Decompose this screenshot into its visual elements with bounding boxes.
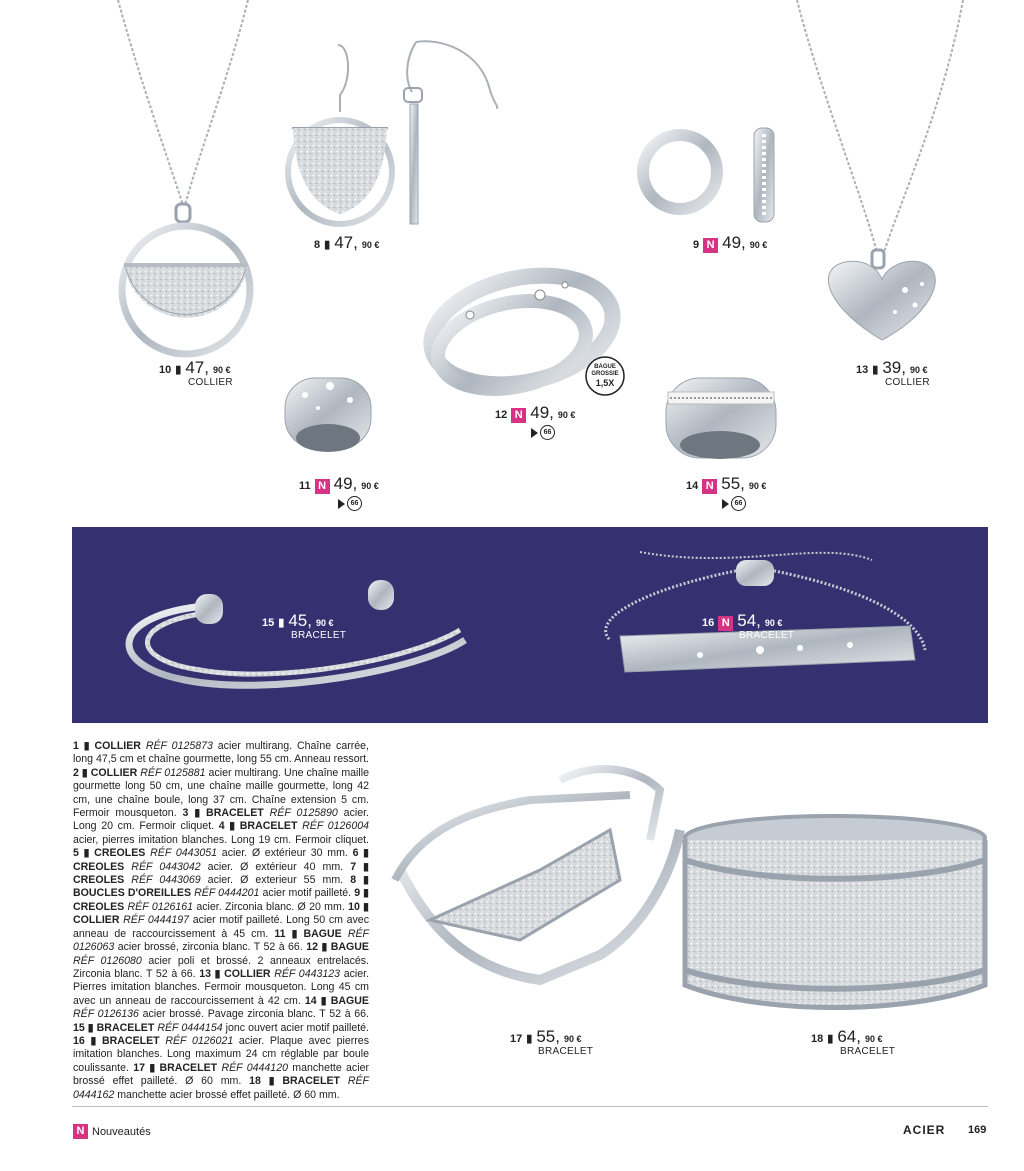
desc-heading: 9 ▮ CREOLES xyxy=(73,887,370,913)
desc-reference: RÉF 0126004 xyxy=(302,820,370,833)
product-number: 17 xyxy=(510,1033,523,1045)
price-tag-14 xyxy=(686,474,766,494)
price-integer: 54, xyxy=(737,611,761,630)
desc-reference: RÉF 0444201 xyxy=(194,887,260,900)
desc-reference: RÉF 0125873 xyxy=(145,740,213,752)
desc-reference: RÉF 0443123 xyxy=(274,967,341,980)
product-label-13: COLLIER xyxy=(885,377,930,388)
desc-heading: 17 ▮ BRACELET xyxy=(133,1061,222,1074)
footer-divider xyxy=(72,1106,988,1107)
price-decimal: 90 € xyxy=(563,1034,582,1044)
price-tag-10 xyxy=(159,358,230,378)
desc-reference: RÉF 0443051 xyxy=(150,847,218,860)
price-tag-18 xyxy=(811,1027,882,1047)
legend-text: Nouveautés xyxy=(92,1125,151,1138)
page-ref-number: 66 xyxy=(347,496,362,511)
desc-text: manchette acier brossé effet pailleté. Ø 60 mm. xyxy=(114,1088,340,1101)
desc-heading: 10 ▮ COLLIER xyxy=(73,900,369,927)
desc-heading: 2 ▮ COLLIER xyxy=(73,766,141,779)
desc-heading: 18 ▮ BRACELET xyxy=(249,1075,348,1088)
desc-heading: 4 ▮ BRACELET xyxy=(218,820,303,833)
desc-heading: 14 ▮ BAGUE xyxy=(304,994,369,1007)
price-decimal: 90 € xyxy=(764,618,783,628)
price-decimal: 90 € xyxy=(749,240,768,250)
page-number: 169 xyxy=(968,1124,987,1136)
price-decimal: 90 € xyxy=(557,410,576,420)
desc-heading: 6 ▮ CREOLES xyxy=(73,847,370,873)
new-badge: N xyxy=(315,479,330,494)
page-ref-number: 66 xyxy=(540,425,555,440)
play-arrow-icon xyxy=(722,499,729,509)
price-decimal: 90 € xyxy=(909,365,928,375)
price-decimal: 90 € xyxy=(864,1034,883,1044)
separator-bar: ▮ xyxy=(175,364,182,376)
section-title: ACIER xyxy=(903,1123,946,1137)
product-number: 18 xyxy=(811,1033,824,1045)
page-ref-14[interactable] xyxy=(722,496,746,511)
product-number: 10 xyxy=(159,364,172,376)
new-badge: N xyxy=(511,408,526,423)
desc-text: jonc ouvert acier motif pailleté. xyxy=(222,1021,370,1034)
desc-reference: RÉF 0444197 xyxy=(123,914,190,927)
product-number: 15 xyxy=(262,617,275,629)
product-number: 9 xyxy=(693,239,700,251)
desc-text: acier motif pailleté. xyxy=(259,887,355,900)
desc-reference: RÉF 0444154 xyxy=(157,1021,223,1034)
price-tag-12 xyxy=(495,403,575,423)
earrings-8-image xyxy=(266,41,497,226)
product-label-16: BRACELET xyxy=(739,630,795,641)
price-decimal: 90 € xyxy=(361,481,379,491)
product-number: 11 xyxy=(299,480,311,492)
separator-bar: ▮ xyxy=(827,1033,834,1045)
desc-text: acier brossé. Pavage zirconia blanc. T 52 à 66. xyxy=(138,1008,370,1021)
desc-text: acier, pierres imitation blanches. Long 19 cm. Fermoir cliquet. xyxy=(73,833,369,846)
desc-heading: 8 ▮ BOUCLES D'OREILLES xyxy=(73,874,369,900)
price-integer: 47, xyxy=(185,358,209,377)
cuff-18-image xyxy=(685,816,985,1008)
desc-heading: 12 ▮ BAGUE xyxy=(306,941,369,954)
play-arrow-icon xyxy=(531,428,538,438)
desc-heading: 13 ▮ COLLIER xyxy=(199,967,275,980)
price-integer: 55, xyxy=(536,1027,560,1046)
price-decimal: 90 € xyxy=(315,618,334,628)
price-tag-8 xyxy=(314,233,379,253)
separator-bar: ▮ xyxy=(324,239,331,251)
desc-text: acier. Pierres imitation blanches. Fermoir mousqueton. Long 45 cm avec un anneau de raccourcissement à 42 cm. xyxy=(73,967,370,1007)
desc-reference: RÉF 0444162 xyxy=(73,1075,369,1101)
price-integer: 64, xyxy=(837,1027,861,1046)
price-decimal: 90 € xyxy=(212,365,231,375)
product-descriptions xyxy=(73,740,369,1102)
page-ref-11[interactable] xyxy=(338,496,362,511)
price-tag-9 xyxy=(693,233,767,253)
ring-14-image xyxy=(666,378,776,459)
desc-text: manchette acier brossé effet pailleté. Ø 60 mm. xyxy=(73,1061,370,1088)
desc-text: acier motif pailleté. Long 50 cm avec anneau de raccourcissement à 45 cm. xyxy=(73,914,369,940)
necklace-10-image xyxy=(118,0,250,354)
new-badge: N xyxy=(703,238,718,253)
separator-bar: ▮ xyxy=(872,364,879,376)
desc-heading: 11 ▮ BAGUE xyxy=(274,927,348,940)
price-integer: 47, xyxy=(334,233,358,252)
desc-reference: RÉF 0444120 xyxy=(221,1061,288,1074)
price-decimal: 90 € xyxy=(748,481,767,491)
bague-grossie-line2: GROSSIE xyxy=(591,371,619,377)
desc-reference: RÉF 0443042 xyxy=(131,860,201,873)
price-integer: 39, xyxy=(882,358,906,377)
desc-heading: 16 ▮ BRACELET xyxy=(73,1034,166,1047)
desc-text: acier. Zirconia blanc. Ø 20 mm. xyxy=(193,900,349,913)
price-tag-13 xyxy=(856,358,927,378)
product-label-17: BRACELET xyxy=(538,1046,594,1057)
desc-reference: RÉF 0125881 xyxy=(140,766,206,779)
desc-heading: 1 ▮ COLLIER xyxy=(73,740,146,752)
separator-bar: ▮ xyxy=(278,617,285,629)
price-integer: 45, xyxy=(288,611,312,630)
desc-text: acier multirang. Chaîne carrée, long 47,5 cm et chaîne gourmette, long 55 cm. Anneau ressort. xyxy=(73,740,369,766)
new-badge: N xyxy=(73,1124,88,1139)
price-tag-17 xyxy=(510,1027,581,1047)
page-ref-number: 66 xyxy=(731,496,746,511)
desc-text: acier. Plaque avec pierres imitation blanches. Long maximum 24 cm réglable par boule coulissante. xyxy=(73,1034,369,1074)
product-number: 16 xyxy=(702,617,715,629)
product-number: 12 xyxy=(495,409,508,421)
play-arrow-icon xyxy=(338,499,345,509)
desc-reference: RÉF 0126063 xyxy=(73,927,369,954)
desc-reference: RÉF 0126136 xyxy=(73,1008,139,1021)
desc-text: acier brossé, zirconia blanc. T 52 à 66. xyxy=(114,941,307,954)
price-integer: 55, xyxy=(721,474,745,493)
bague-grossie-line3: 1,5X xyxy=(595,378,615,388)
footer-legend xyxy=(73,1124,151,1139)
ring-11-image xyxy=(285,378,371,452)
separator-bar: ▮ xyxy=(526,1033,533,1045)
product-label-15: BRACELET xyxy=(291,630,347,641)
desc-text: acier. Ø exterieur 55 mm. xyxy=(200,874,351,887)
hoops-9-image xyxy=(643,128,774,222)
desc-text: acier poli et brossé. 2 anneaux entrelacés. Zirconia blanc. T 52 à 66. xyxy=(73,954,369,980)
price-tag-15 xyxy=(262,611,333,631)
product-label-18: BRACELET xyxy=(840,1046,896,1057)
price-integer: 49, xyxy=(333,474,358,493)
new-badge: N xyxy=(702,479,717,494)
page-ref-12[interactable] xyxy=(531,425,555,440)
desc-reference: RÉF 0125890 xyxy=(269,807,338,820)
product-number: 13 xyxy=(856,364,869,376)
necklace-13-image xyxy=(797,0,963,340)
desc-heading: 5 ▮ CREOLES xyxy=(73,847,151,860)
desc-reference: RÉF 0126080 xyxy=(73,954,142,967)
product-number: 8 xyxy=(314,239,321,251)
bague-grossie-text xyxy=(586,364,624,388)
price-integer: 49, xyxy=(530,403,554,422)
price-decimal: 90 € xyxy=(361,240,380,250)
price-integer: 49, xyxy=(722,233,746,252)
desc-text: acier. Ø extérieur 40 mm. xyxy=(200,860,351,873)
product-label-10: COLLIER xyxy=(188,377,233,388)
desc-reference: RÉF 0126021 xyxy=(165,1034,234,1047)
bracelet-band xyxy=(72,527,988,723)
desc-text: acier multirang. Une chaîne maille gourmette long 50 cm, une chaîne maille gourmette, long 42 cm, une chaîne boule, long 37 cm. Chaîne extension 5 cm. Fermoir mousqueton. xyxy=(73,766,369,820)
new-badge: N xyxy=(718,616,733,631)
desc-reference: RÉF 0443069 xyxy=(131,874,201,887)
desc-heading: 7 ▮ CREOLES xyxy=(73,860,369,887)
desc-reference: RÉF 0126161 xyxy=(127,900,194,913)
bague-grossie-line1: BAGUE xyxy=(594,364,616,370)
desc-text: acier. Long 20 cm. Fermoir cliquet. xyxy=(73,807,369,833)
desc-text: acier. Ø extérieur 30 mm. xyxy=(217,847,353,860)
price-tag-11 xyxy=(299,474,379,494)
product-number: 14 xyxy=(686,480,699,492)
price-tag-16 xyxy=(702,611,782,631)
cuff-17-image xyxy=(395,769,680,980)
desc-heading: 15 ▮ BRACELET xyxy=(73,1021,158,1034)
desc-heading: 3 ▮ BRACELET xyxy=(182,807,270,820)
